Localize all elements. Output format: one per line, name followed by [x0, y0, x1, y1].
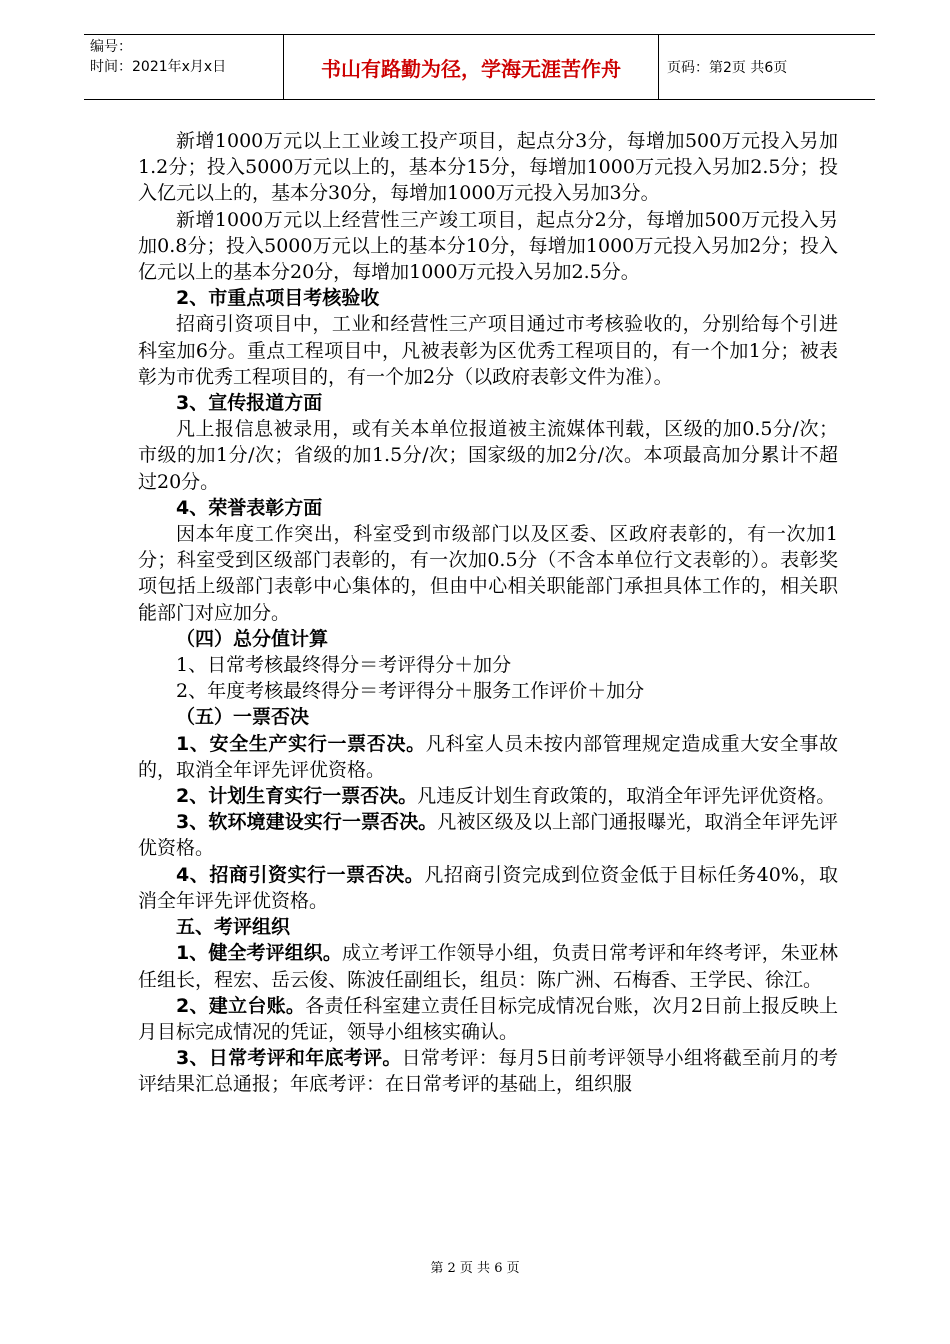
veto-item: [138, 809, 838, 861]
section-heading: （四）总分值计算: [176, 627, 329, 650]
veto-title: 3、软环境建设实行一票否决。: [176, 811, 438, 834]
formula-line: 2、年度考核最终得分＝考评得分＋服务工作评价＋加分: [176, 680, 645, 703]
chapter-heading: 五、考评组织: [176, 916, 291, 939]
veto-title: 2、计划生育实行一票否决。: [176, 785, 418, 808]
formula-line: 1、日常考核最终得分＝考评得分＋加分: [176, 654, 512, 677]
paragraph: 凡上报信息被录用，或有关本单位报道被主流媒体刊载，区级的加0.5分/次；市级的加1分/次；省级的加1.5分/次；国家级的加2分/次。本项最高加分累计不超过20分。: [138, 418, 838, 493]
org-title: 1、健全考评组织。: [176, 942, 342, 965]
paragraph: 因本年度工作突出，科室受到市级部门以及区委、区政府表彰的，有一次加1分；科室受到区级部门表彰的，有一次加0.5分（不含本单位行文表彰的）。表彰奖项包括上级部门表彰中心集体的，但由中心相关职能部门承担具体工作的，相关职能部门对应加分。: [138, 523, 838, 624]
paragraph: 新增1000万元以上工业竣工投产项目，起点分3分，每增加500万元投入另加1.2分；投入5000万元以上的，基本分15分，每增加1000万元投入另加2.5分；投入亿元以上的，基本分30分，每增加1000万元投入另加3分。: [138, 130, 838, 205]
veto-title: 1、安全生产实行一票否决。: [176, 732, 426, 755]
header-slogan: 书山有路勤为径，学海无涯苦作舟: [284, 35, 659, 99]
document-body: [138, 128, 838, 1098]
header-page-code: 页码：第2页 共6页: [667, 60, 788, 76]
subheading: 2、市重点项目考核验收: [176, 287, 380, 310]
subheading: 4、荣誉表彰方面: [176, 496, 323, 519]
org-title: 2、建立台账。: [176, 994, 306, 1017]
org-item: [138, 993, 838, 1045]
subheading: 3、宣传报道方面: [176, 392, 323, 415]
paragraph: 招商引资项目中，工业和经营性三产项目通过市考核验收的，分别给每个引进科室加6分。重点工程项目中，凡被表彰为区优秀工程项目的，有一个加1分；被表彰为市优秀工程项目的，有一个加2分（以政府表彰文件为准）。: [138, 313, 838, 388]
org-text: 各责任科室建立责任目标完成情况台账，次月2日前上报反映上月目标完成情况的凭证，领导小组核实确认。: [138, 994, 838, 1043]
time-label: 时间：2021年x月x日: [90, 59, 227, 75]
org-text: 日常考评：每月5日前考评领导小组将截至前月的考评结果汇总通报；年底考评：在日常考评的基础上，组织服: [138, 1047, 838, 1096]
page-header: [84, 34, 875, 100]
paragraph: 新增1000万元以上经营性三产竣工项目，起点分2分，每增加500万元投入另加0.8分；投入5000万元以上的基本分10分，每增加1000万元投入另加2分；投入亿元以上的基本分20分，每增加1000万元投入另加2.5分。: [138, 208, 838, 284]
org-title: 3、日常考评和年底考评。: [176, 1047, 402, 1070]
veto-text: 凡被区级及以上部门通报曝光，取消全年评先评优资格。: [138, 811, 838, 860]
veto-text: 凡违反计划生育政策的，取消全年评先评优资格。: [417, 785, 836, 808]
section-heading: （五）一票否决: [176, 706, 310, 729]
number-label: 编号：: [90, 39, 132, 55]
veto-title: 4、招商引资实行一票否决。: [176, 863, 425, 886]
header-meta: [84, 35, 284, 99]
org-text: 成立考评工作领导小组，负责日常考评和年终考评，朱亚林任组长，程宏、岳云俊、陈波任副组长，组员：陈广洲、石梅香、王学民、徐江。: [138, 942, 838, 991]
veto-text: 凡招商引资完成到位资金低于目标任务40%，取消全年评先评优资格。: [138, 863, 838, 912]
org-item: [138, 1045, 838, 1097]
page-footer: 第 2 页 共 6 页: [430, 1261, 520, 1276]
veto-item: [138, 731, 838, 783]
org-item: [138, 940, 838, 992]
veto-item: [138, 862, 838, 914]
veto-item: [138, 783, 838, 809]
veto-text: 凡科室人员未按内部管理规定造成重大安全事故的，取消全年评先评优资格。: [138, 732, 838, 781]
